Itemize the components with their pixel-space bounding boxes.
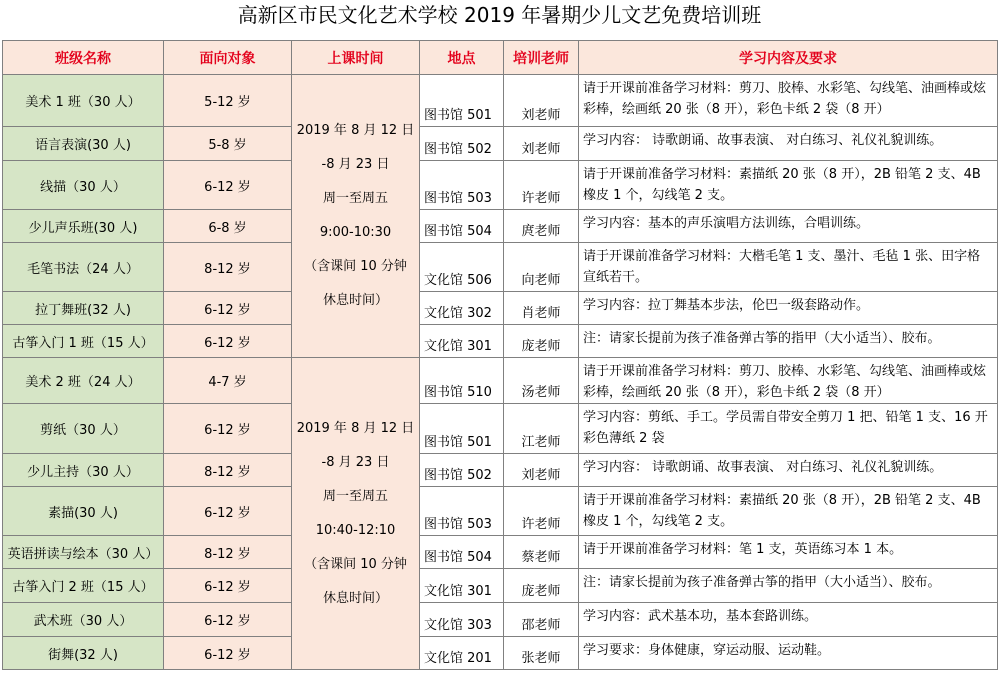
table-row: [3, 487, 998, 536]
teacher: 刘老师: [504, 127, 579, 161]
content: 请于开课前准备学习材料：笔 1 支，英语练习本 1 本。: [579, 536, 998, 569]
schedule-table: [2, 40, 998, 670]
class-name: 美术 1 班（30 人）: [3, 75, 164, 127]
teacher: 许老师: [504, 487, 579, 536]
place: 图书馆 503: [420, 487, 504, 536]
time-line: （含课间 10 分钟: [304, 556, 407, 572]
time-line: 9:00-10:30: [319, 225, 392, 240]
table-row: [3, 569, 998, 603]
time-line: （含课间 10 分钟: [304, 259, 407, 274]
place: 文化馆 301: [420, 325, 504, 358]
table-row: [3, 292, 998, 325]
class-name: 线描（30 人）: [3, 161, 164, 210]
content: 请于开课前准备学习材料：大楷毛笔 1 支、墨汁、毛毡 1 张、田字格宣纸若干。: [579, 243, 998, 292]
header-content: 学习内容及要求: [579, 41, 998, 75]
place: 图书馆 504: [420, 536, 504, 569]
target-age: 4-7 岁: [164, 358, 292, 404]
class-name: 街舞(32 人): [3, 637, 164, 670]
table-row: [3, 325, 998, 358]
class-name: 少儿主持（30 人）: [3, 454, 164, 487]
target-age: 6-12 岁: [164, 325, 292, 358]
class-name: 剪纸（30 人）: [3, 404, 164, 454]
time-line: 周一至周五: [322, 488, 388, 504]
header-row: [3, 41, 998, 75]
time-line: 休息时间）: [322, 590, 388, 606]
content: 学习内容： 诗歌朗诵、故事表演、 对白练习、礼仪礼貌训练。: [579, 127, 998, 161]
table-row: [3, 75, 998, 127]
table-row: [3, 404, 998, 454]
table-row: [3, 210, 998, 243]
time-line: 周一至周五: [322, 191, 388, 206]
target-age: 5-8 岁: [164, 127, 292, 161]
class-name: 少儿声乐班(30 人): [3, 210, 164, 243]
teacher: 江老师: [504, 404, 579, 454]
target-age: 6-12 岁: [164, 292, 292, 325]
target-age: 5-12 岁: [164, 75, 292, 127]
time-line: 2019 年 8 月 12 日: [296, 420, 415, 436]
place: 图书馆 510: [420, 358, 504, 404]
time-line: -8 月 23 日: [321, 454, 390, 470]
place: 图书馆 501: [420, 75, 504, 127]
time-line: 2019 年 8 月 12 日: [296, 123, 415, 138]
teacher: 刘老师: [504, 75, 579, 127]
place: 图书馆 502: [420, 127, 504, 161]
content: 学习内容： 诗歌朗诵、故事表演、 对白练习、礼仪礼貌训练。: [579, 454, 998, 487]
class-name: 语言表演(30 人): [3, 127, 164, 161]
teacher: 庞老师: [504, 325, 579, 358]
content: 请于开课前准备学习材料：素描纸 20 张（8 开），2B 铅笔 2 支、4B 橡皮 1 个，勾线笔 2 支。: [579, 161, 998, 210]
content: 学习内容：基本的声乐演唱方法训练，合唱训练。: [579, 210, 998, 243]
table-row: [3, 454, 998, 487]
content: 学习内容：拉丁舞基本步法，伦巴一级套路动作。: [579, 292, 998, 325]
class-name: 素描(30 人): [3, 487, 164, 536]
content: 学习内容：剪纸、手工。学员需自带安全剪刀 1 把、铅笔 1 支、16 开彩色薄纸 2 袋: [579, 404, 998, 454]
teacher: 向老师: [504, 243, 579, 292]
header-time: 上课时间: [292, 41, 420, 75]
session-2-time: [292, 358, 420, 670]
content: 注：请家长提前为孩子准备弹古筝的指甲（大小适当）、胶布。: [579, 569, 998, 603]
place: 文化馆 303: [420, 603, 504, 637]
content: 注：请家长提前为孩子准备弹古筝的指甲（大小适当）、胶布。: [579, 325, 998, 358]
session-1-time: [292, 75, 420, 358]
table-row: [3, 536, 998, 569]
target-age: 6-12 岁: [164, 637, 292, 670]
teacher: 张老师: [504, 637, 579, 670]
place: 图书馆 503: [420, 161, 504, 210]
table-row: [3, 127, 998, 161]
place: 文化馆 301: [420, 569, 504, 603]
content: 请于开课前准备学习材料：剪刀、胶棒、水彩笔、勾线笔、油画棒或炫彩棒，绘画纸 20 张（8 开），彩色卡纸 2 袋（8 开）: [579, 358, 998, 404]
target-age: 8-12 岁: [164, 454, 292, 487]
class-name: 毛笔书法（24 人）: [3, 243, 164, 292]
teacher: 蔡老师: [504, 536, 579, 569]
teacher: 庹老师: [504, 210, 579, 243]
header-class-name: 班级名称: [3, 41, 164, 75]
class-name: 英语拼读与绘本（30 人）: [3, 536, 164, 569]
place: 文化馆 302: [420, 292, 504, 325]
teacher: 邵老师: [504, 603, 579, 637]
table-row: [3, 358, 998, 404]
place: 文化馆 506: [420, 243, 504, 292]
class-name: 古筝入门 2 班（15 人）: [3, 569, 164, 603]
target-age: 6-12 岁: [164, 404, 292, 454]
header-target: 面向对象: [164, 41, 292, 75]
place: 文化馆 201: [420, 637, 504, 670]
teacher: 肖老师: [504, 292, 579, 325]
place: 图书馆 501: [420, 404, 504, 454]
place: 图书馆 504: [420, 210, 504, 243]
teacher: 庞老师: [504, 569, 579, 603]
content: 学习内容：武术基本功，基本套路训练。: [579, 603, 998, 637]
table-row: [3, 161, 998, 210]
class-name: 美术 2 班（24 人）: [3, 358, 164, 404]
teacher: 刘老师: [504, 454, 579, 487]
target-age: 6-12 岁: [164, 603, 292, 637]
time-line: 休息时间）: [322, 293, 388, 308]
page-title: 高新区市民文化艺术学校 2019 年暑期少儿文艺免费培训班: [237, 3, 762, 27]
teacher: 汤老师: [504, 358, 579, 404]
target-age: 6-12 岁: [164, 487, 292, 536]
content: 请于开课前准备学习材料：素描纸 20 张（8 开），2B 铅笔 2 支、4B 橡皮 1 个，勾线笔 2 支。: [579, 487, 998, 536]
table-row: [3, 243, 998, 292]
content: 学习要求：身体健康，穿运动服、运动鞋。: [579, 637, 998, 670]
table-row: [3, 637, 998, 670]
teacher: 许老师: [504, 161, 579, 210]
target-age: 6-12 岁: [164, 161, 292, 210]
time-line: -8 月 23 日: [321, 157, 390, 172]
target-age: 8-12 岁: [164, 243, 292, 292]
class-name: 拉丁舞班(32 人): [3, 292, 164, 325]
class-name: 古筝入门 1 班（15 人）: [3, 325, 164, 358]
target-age: 8-12 岁: [164, 536, 292, 569]
content: 请于开课前准备学习材料：剪刀、胶棒、水彩笔、勾线笔、油画棒或炫彩棒，绘画纸 20 张（8 开），彩色卡纸 2 袋（8 开）: [579, 75, 998, 127]
table-row: [3, 603, 998, 637]
class-name: 武术班（30 人）: [3, 603, 164, 637]
place: 图书馆 502: [420, 454, 504, 487]
header-teacher: 培训老师: [504, 41, 579, 75]
target-age: 6-8 岁: [164, 210, 292, 243]
header-place: 地点: [420, 41, 504, 75]
target-age: 6-12 岁: [164, 569, 292, 603]
time-line: 10:40-12:10: [315, 522, 396, 538]
